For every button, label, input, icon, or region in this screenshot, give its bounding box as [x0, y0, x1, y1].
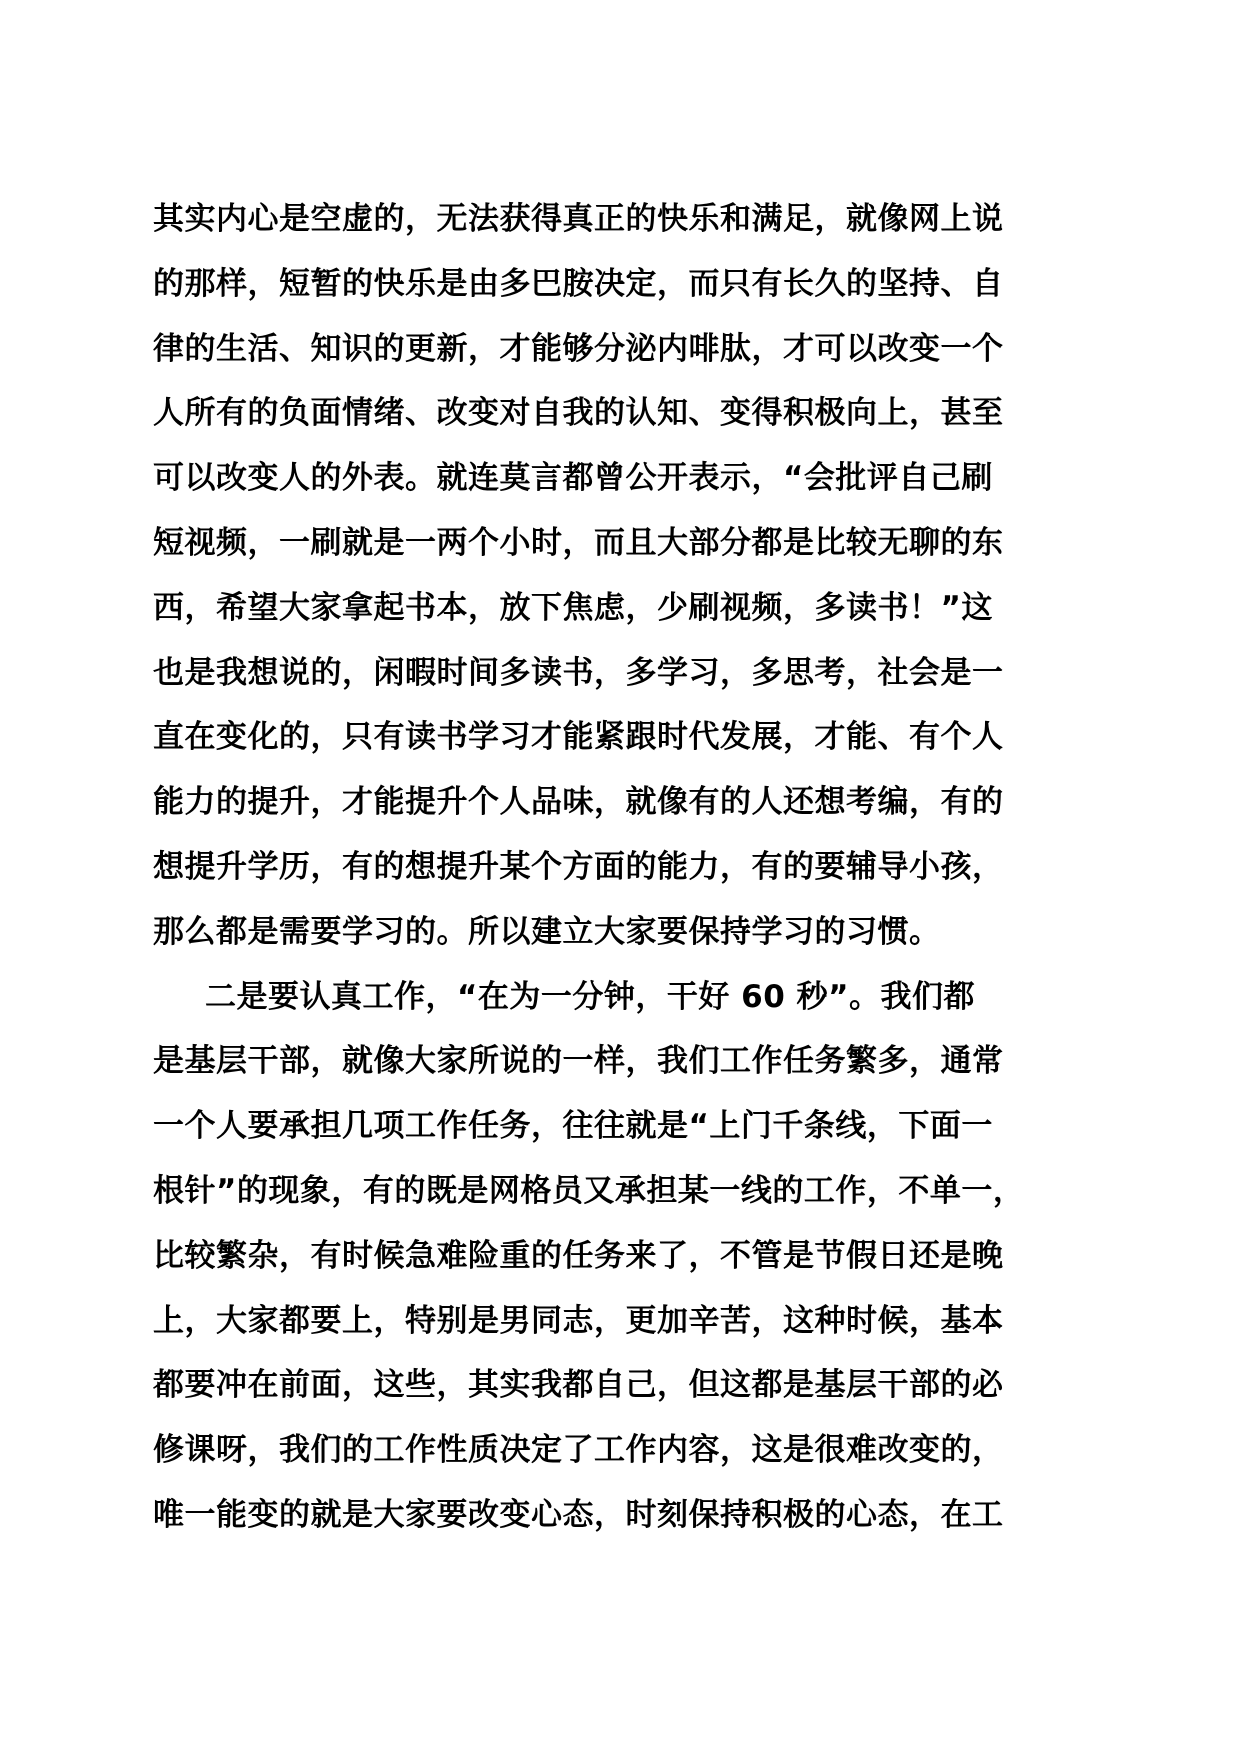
- text-line: 根针”的现象，有的既是网格员又承担某一线的工作，不单一，: [153, 1172, 1025, 1209]
- text-line: 短视频，一刷就是一两个小时，而且大部分都是比较无聊的东: [153, 524, 1004, 561]
- text-line: 一个人要承担几项工作任务，往往就是“上门千条线，下面一: [153, 1108, 993, 1145]
- text-line: 律的生活、知识的更新，才能够分泌内啡肽，才可以改变一个: [153, 330, 1004, 367]
- text-line: 修课呀，我们的工作性质决定了工作内容，这是很难改变的，: [153, 1432, 1004, 1469]
- text-line: 也是我想说的，闲暇时间多读书，多学习，多思考，社会是一: [153, 654, 1004, 691]
- text-line: 的那样，短暂的快乐是由多巴胺决定，而只有长久的坚持、自: [153, 265, 1004, 302]
- text-line: 想提升学历，有的想提升某个方面的能力，有的要辅导小孩，: [153, 848, 1004, 885]
- text-line: 上，大家都要上，特别是男同志，更加辛苦，这种时候，基本: [153, 1302, 1004, 1339]
- text-line: 西，希望大家拿起书本，放下焦虑，少刷视频，多读书！”这: [153, 589, 993, 626]
- paragraph-start-line: 二是要认真工作，“在为一分钟，干好 60 秒”。我们都: [205, 978, 975, 1015]
- text-line: 能力的提升，才能提升个人品味，就像有的人还想考编，有的: [153, 784, 1004, 821]
- text-line: 比较繁杂，有时候急难险重的任务来了，不管是节假日还是晚: [153, 1237, 1004, 1274]
- text-line: 直在变化的，只有读书学习才能紧跟时代发展，才能、有个人: [153, 719, 1004, 756]
- text-line: 是基层干部，就像大家所说的一样，我们工作任务繁多，通常: [153, 1043, 1004, 1080]
- text-line: 那么都是需要学习的。所以建立大家要保持学习的习惯。: [153, 913, 941, 950]
- text-line: 其实内心是空虚的，无法获得真正的快乐和满足，就像网上说: [153, 201, 1004, 237]
- text-line: 都要冲在前面，这些，其实我都自己，但这都是基层干部的必: [153, 1367, 1004, 1404]
- text-line: 可以改变人的外表。就连莫言都曾公开表示，“会批评自己刷: [153, 460, 993, 497]
- text-line: 唯一能变的就是大家要改变心态，时刻保持积极的心态，在工: [153, 1496, 1004, 1533]
- body-text: [153, 187, 1113, 1548]
- text-line: 人所有的负面情绪、改变对自我的认知、变得积极向上，甚至: [153, 395, 1004, 432]
